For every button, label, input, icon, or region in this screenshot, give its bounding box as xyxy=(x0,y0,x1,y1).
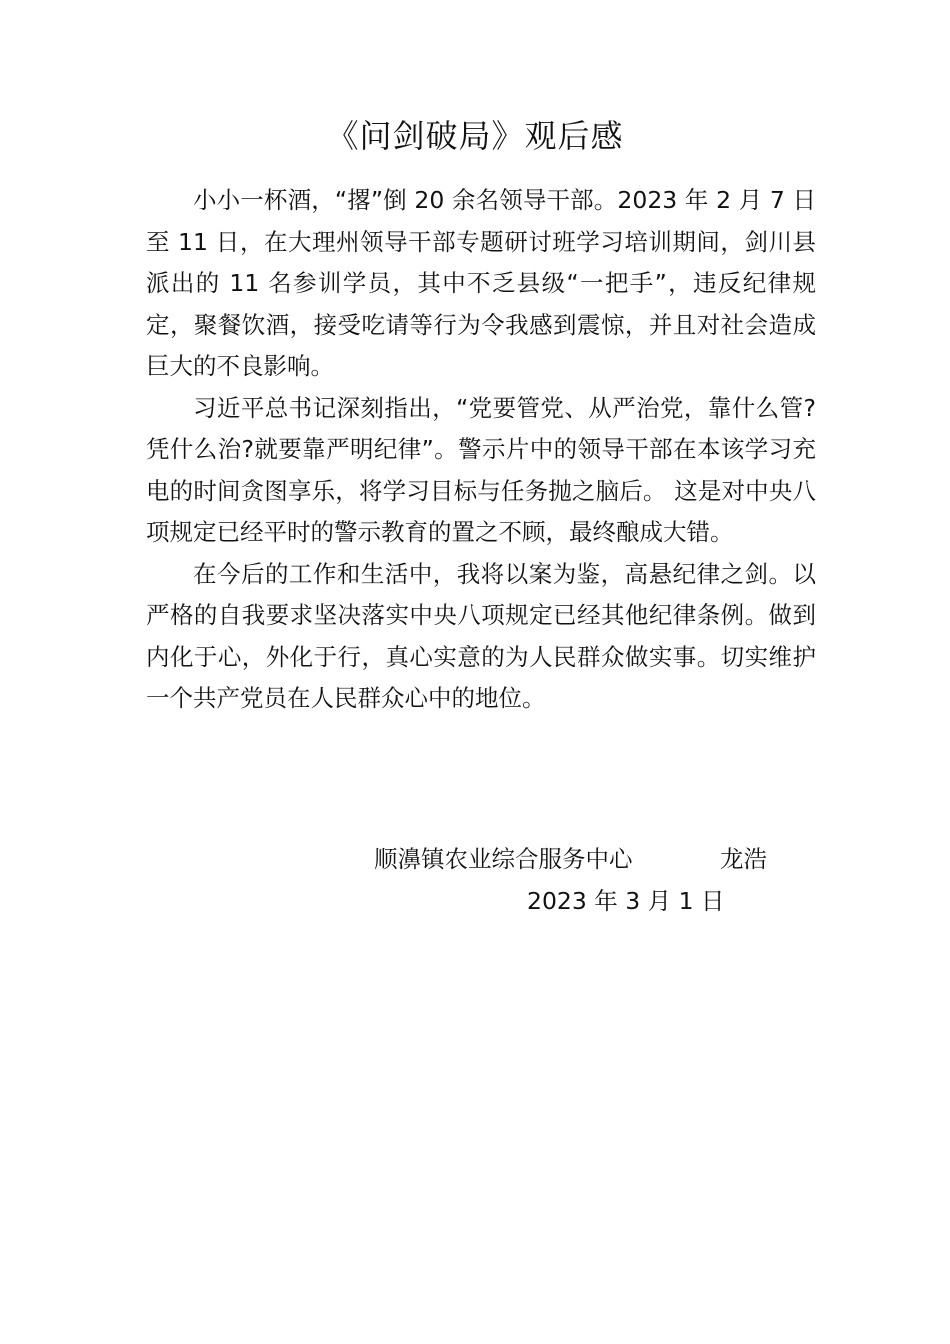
document-body xyxy=(146,180,816,720)
paragraph-1: 小小一杯酒，“撂”倒 20 余名领导干部。2023 年 2 月 7 日至 11 日，在大理州领导干部专题研讨班学习培训期间，剑川县派出的 11 名参训学员，其中不乏县级“一把手”，违反纪律规定，聚餐饮酒，接受吃请等行为令我感到震惊，并且对社会造成巨大的不良影响。 xyxy=(146,186,816,380)
paragraph-3: 在今后的工作和生活中，我将以案为鉴，高悬纪律之剑。以严格的自我要求坚决落实中央八项规定已经其他纪律条例。做到内化于心，外化于行，真心实意的为人民群众做实事。切实维护一个共产党员在人民群众心中的地位。 xyxy=(146,559,816,712)
signature-organization: 顺濞镇农业综合服务中心 xyxy=(374,845,633,873)
paragraph-2: 习近平总书记深刻指出，“党要管党、从严治党，靠什么管?凭什么治?就要靠严明纪律”。警示片中的领导干部在本该学习充电的时间贪图享乐，将学习目标与任务抛之脑后。 这是对中央八项规定已经平时的警示教育的置之不顾，最终酿成大错。 xyxy=(146,393,816,546)
signature-author: 龙浩 xyxy=(720,845,767,873)
signature-date: 2023 年 3 月 1 日 xyxy=(527,887,725,915)
document-title: 《问剑破局》观后感 xyxy=(326,117,624,155)
